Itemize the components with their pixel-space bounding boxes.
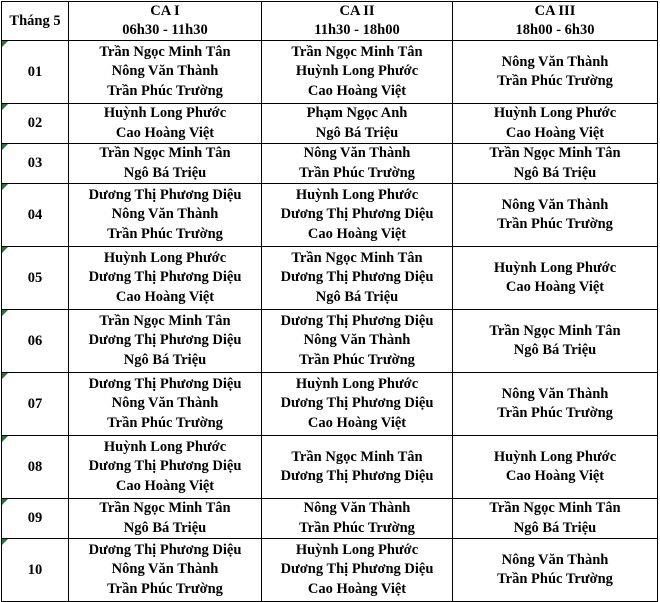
staff-name: Trần Phúc Trường (497, 73, 613, 89)
shift-cell (69, 104, 262, 144)
cell-comment-marker (2, 41, 8, 47)
staff-name: Huỳnh Long Phước (493, 259, 617, 276)
staff-name: Trần Ngọc Minh Tân (291, 448, 423, 465)
staff-name: Cao Hoàng Việt (307, 225, 407, 242)
staff-name: Trần Phúc Trường (107, 82, 223, 99)
staff-name: Ngô Bá Triệu (513, 519, 597, 536)
staff-name: Huỳnh Long Phước (295, 375, 419, 392)
date-cell (2, 373, 69, 436)
staff-name: Trần Phúc Trường (497, 216, 613, 232)
shift-cell (262, 310, 453, 373)
staff-name: Ngô Bá Triệu (513, 164, 597, 181)
staff-name: Nông Văn Thành (111, 206, 219, 223)
shift-cell (69, 310, 262, 373)
date-cell (2, 184, 69, 247)
shift-header-cell (69, 2, 262, 41)
staff-name: Trần Phúc Trường (107, 414, 223, 431)
shift-header-cell (453, 2, 658, 41)
staff-name: Nông Văn Thành (111, 63, 219, 80)
shift-cell (69, 436, 262, 499)
shift-time: 11h30 - 18h00 (314, 22, 400, 38)
staff-name: Trần Ngọc Minh Tân (489, 145, 621, 161)
staff-name: Dương Thị Phương Diệu (88, 541, 242, 558)
date-label: 10 (27, 561, 43, 578)
date-label: 06 (27, 332, 43, 349)
date-label: 02 (27, 115, 43, 131)
staff-name: Trần Phúc Trường (107, 225, 223, 242)
staff-name: Huỳnh Long Phước (295, 541, 419, 558)
staff-name: Dương Thị Phương Diệu (88, 458, 242, 475)
table-row (2, 144, 658, 184)
staff-name: Dương Thị Phương Diệu (88, 375, 242, 392)
shift-cell (262, 104, 453, 144)
shift-schedule-table (1, 1, 658, 602)
staff-name: Nông Văn Thành (501, 196, 609, 213)
staff-name: Huỳnh Long Phước (295, 186, 419, 203)
shift-time: 06h30 - 11h30 (122, 22, 208, 38)
staff-name: Trần Ngọc Minh Tân (291, 249, 423, 266)
staff-name: Huỳnh Long Phước (103, 105, 227, 121)
table-row (2, 104, 658, 144)
staff-name: Dương Thị Phương Diệu (88, 269, 242, 286)
staff-name: Trần Ngọc Minh Tân (489, 322, 621, 339)
staff-name: Trần Phúc Trường (299, 164, 415, 181)
shift-cell (262, 41, 453, 104)
staff-name: Dương Thị Phương Diệu (280, 561, 434, 578)
shift-cell (453, 41, 658, 104)
shift-cell (262, 144, 453, 184)
date-label: 07 (27, 395, 43, 412)
cell-comment-marker (2, 436, 8, 442)
staff-name: Cao Hoàng Việt (307, 580, 407, 597)
table-row (2, 499, 658, 539)
shift-cell (69, 247, 262, 310)
shift-cell (453, 144, 658, 184)
table-row (2, 539, 658, 602)
staff-name: Cao Hoàng Việt (115, 477, 215, 494)
shift-cell (453, 539, 658, 602)
shift-cell (453, 104, 658, 144)
staff-name: Ngô Bá Triệu (123, 351, 207, 368)
staff-name: Cao Hoàng Việt (115, 288, 215, 305)
cell-comment-marker (2, 104, 8, 110)
table-row (2, 310, 658, 373)
staff-name: Huỳnh Long Phước (493, 105, 617, 121)
shift-cell (453, 310, 658, 373)
staff-name: Ngô Bá Triệu (315, 288, 399, 305)
staff-name: Dương Thị Phương Diệu (280, 395, 434, 412)
staff-name: Cao Hoàng Việt (505, 279, 605, 295)
staff-name: Dương Thị Phương Diệu (280, 269, 434, 286)
cell-comment-marker (2, 144, 8, 150)
table-row (2, 184, 658, 247)
shift-cell (262, 373, 453, 436)
shift-name: CA III (534, 3, 576, 19)
staff-name: Ngô Bá Triệu (123, 519, 207, 536)
table-row (2, 41, 658, 104)
staff-name: Nông Văn Thành (303, 500, 411, 516)
date-cell (2, 499, 69, 539)
staff-name: Nông Văn Thành (501, 385, 609, 402)
staff-name: Nông Văn Thành (501, 551, 609, 568)
date-cell (2, 436, 69, 499)
cell-comment-marker (2, 373, 8, 379)
staff-name: Huỳnh Long Phước (103, 438, 227, 455)
table-row (2, 247, 658, 310)
date-label: 01 (27, 63, 43, 80)
staff-name: Trần Ngọc Minh Tân (99, 43, 231, 60)
shift-time: 18h00 - 6h30 (515, 22, 595, 38)
staff-name: Cao Hoàng Việt (505, 468, 605, 484)
staff-name: Nông Văn Thành (303, 332, 411, 349)
cell-comment-marker (2, 310, 8, 316)
staff-name: Cao Hoàng Việt (307, 414, 407, 431)
cell-comment-marker (2, 184, 8, 190)
date-cell (2, 310, 69, 373)
cell-comment-marker (2, 539, 8, 545)
staff-name: Trần Ngọc Minh Tân (99, 312, 231, 329)
staff-name: Huỳnh Long Phước (295, 63, 419, 80)
staff-name: Phạm Ngọc Anh (306, 105, 408, 121)
shift-cell (453, 373, 658, 436)
shift-name: CA II (339, 3, 375, 19)
staff-name: Nông Văn Thành (111, 395, 219, 412)
staff-name: Cao Hoàng Việt (307, 82, 407, 99)
staff-name: Dương Thị Phương Diệu (88, 332, 242, 349)
shift-cell (69, 499, 262, 539)
staff-name: Trần Phúc Trường (497, 571, 613, 587)
date-label: 03 (27, 155, 43, 171)
staff-name: Dương Thị Phương Diệu (88, 186, 242, 203)
shift-cell (453, 436, 658, 499)
shift-cell (262, 436, 453, 499)
staff-name: Dương Thị Phương Diệu (280, 468, 434, 484)
header-row (2, 2, 658, 41)
shift-cell (262, 184, 453, 247)
staff-name: Nông Văn Thành (303, 145, 411, 161)
date-label: 09 (27, 510, 43, 526)
staff-name: Cao Hoàng Việt (505, 124, 605, 141)
staff-name: Huỳnh Long Phước (493, 448, 617, 465)
staff-name: Trần Phúc Trường (299, 519, 415, 536)
shift-cell (69, 144, 262, 184)
staff-name: Huỳnh Long Phước (103, 249, 227, 266)
staff-name: Trần Ngọc Minh Tân (291, 43, 423, 60)
staff-name: Ngô Bá Triệu (123, 164, 207, 181)
date-cell (2, 247, 69, 310)
shift-cell (69, 373, 262, 436)
shift-cell (69, 184, 262, 247)
staff-name: Cao Hoàng Việt (115, 124, 215, 141)
date-cell (2, 104, 69, 144)
cell-comment-marker (2, 499, 8, 505)
date-cell (2, 41, 69, 104)
shift-cell (69, 539, 262, 602)
staff-name: Dương Thị Phương Diệu (280, 312, 434, 329)
schedule-body (2, 41, 658, 602)
shift-cell (262, 539, 453, 602)
staff-name: Trần Ngọc Minh Tân (489, 500, 621, 516)
staff-name: Ngô Bá Triệu (315, 124, 399, 141)
staff-name: Trần Phúc Trường (107, 580, 223, 597)
month-header-cell (2, 2, 69, 41)
table-row (2, 373, 658, 436)
shift-cell (453, 184, 658, 247)
staff-name: Trần Ngọc Minh Tân (99, 500, 231, 516)
shift-cell (262, 499, 453, 539)
shift-cell (262, 247, 453, 310)
shift-header-cell (262, 2, 453, 41)
shift-name: CA I (150, 3, 180, 19)
staff-name: Dương Thị Phương Diệu (280, 206, 434, 223)
staff-name: Nông Văn Thành (111, 561, 219, 578)
shift-cell (453, 247, 658, 310)
staff-name: Trần Phúc Trường (299, 351, 415, 368)
date-cell (2, 144, 69, 184)
shift-cell (453, 499, 658, 539)
staff-name: Trần Phúc Trường (497, 405, 613, 421)
staff-name: Nông Văn Thành (501, 53, 609, 70)
staff-name: Ngô Bá Triệu (513, 342, 597, 358)
month-label: Tháng 5 (9, 12, 61, 29)
table-row (2, 436, 658, 499)
staff-name: Trần Ngọc Minh Tân (99, 145, 231, 161)
date-label: 04 (27, 206, 43, 223)
cell-comment-marker (2, 247, 8, 253)
shift-cell (69, 41, 262, 104)
date-label: 08 (27, 458, 43, 475)
date-label: 05 (27, 269, 43, 286)
date-cell (2, 539, 69, 602)
